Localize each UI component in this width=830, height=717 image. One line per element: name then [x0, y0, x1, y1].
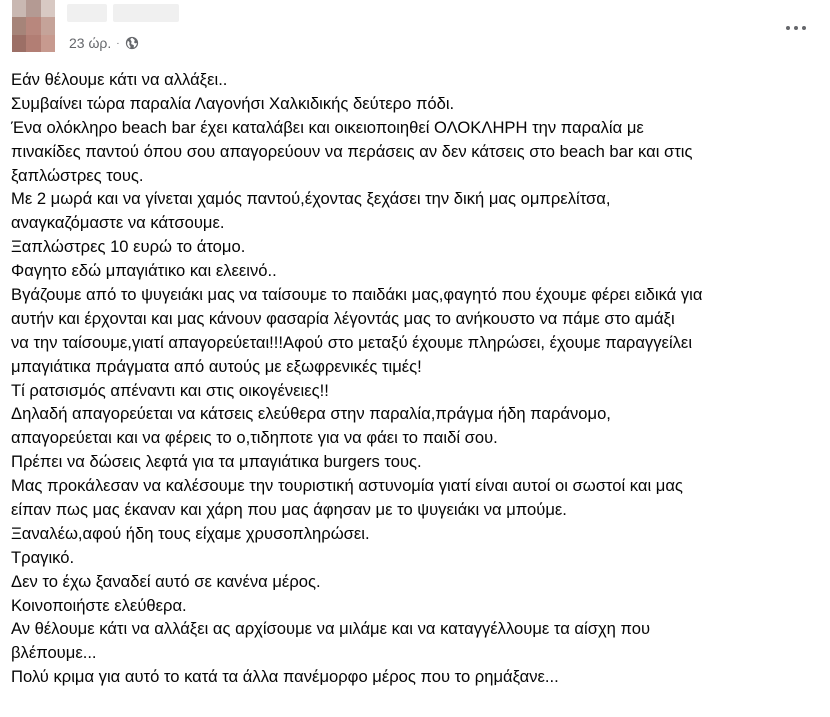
post-text-line: Ξαναλέω,αφού ήδη τους είχαμε χρυσοπληρώσει.: [11, 523, 370, 543]
post-text-line: Δεν το έχω ξαναδεί αυτό σε κανένα μέρος.: [11, 571, 321, 591]
avatar[interactable]: [12, 0, 55, 52]
post-text-line: πινακίδες παντού όπου σου απαγορεύουν να περάσεις αν δεν κάτσεις στο beach bar και στις: [11, 141, 693, 161]
post-timestamp[interactable]: 23 ώρ.: [69, 35, 112, 51]
post-text-line: Βγάζουμε από το ψυγειάκι μας να ταίσουμε το παιδάκι μας,φαγητό που έχουμε φέρει ειδικά για: [11, 285, 703, 305]
author-name-redacted[interactable]: [67, 4, 182, 26]
post-text-line: Κοινοποιήστε ελεύθερα.: [11, 595, 187, 615]
meta-separator: ·: [116, 37, 120, 49]
post-text-line: Ξαπλώστρες 10 ευρώ το άτομο.: [11, 237, 246, 257]
post-text-line: αναγκαζόμαστε να κάτσουμε.: [11, 213, 225, 233]
post-meta: [69, 33, 139, 53]
more-horizontal-icon: [786, 26, 790, 30]
post-text-line: Πολύ κριμα για αυτό το κατά τα άλλα πανέμορφο μέρος που το ρημάξανε...: [11, 667, 559, 687]
post-text-line: Τί ρατσισμός απέναντι και στις οικογένειες!!: [11, 380, 329, 400]
post-text-line: Συμβαίνει τώρα παραλία Λαγονήσι Χαλκιδικής δεύτερο πόδι.: [11, 93, 455, 113]
post-header: [0, 0, 830, 60]
post-text-line: Φαγητο εδώ μπαγιάτικο και ελεεινό..: [11, 261, 277, 281]
post-text-line: μπαγιάτικα πράγματα από αυτούς με εξωφρενικές τιμές!: [11, 356, 422, 376]
post-text-line: Μας προκάλεσαν να καλέσουμε την τουριστική αστυνομία γιατί είναι αυτοί οι σωστοί και μας: [11, 476, 683, 496]
post-text-line: να την ταίσουμε,γιατί απαγορεύεται!!!Αφού στο μεταξύ έχουμε πληρώσει, έχουμε παραγγείλει: [11, 332, 693, 352]
post-text-line: Δηλαδή απαγορεύεται να κάτσεις ελεύθερα στην παραλία,πράγμα ήδη παράνομο,: [11, 404, 611, 424]
post-text-line: Πρέπει να δώσεις λεφτά για τα μπαγιάτικα burgers τους.: [11, 452, 422, 472]
globe-icon[interactable]: [125, 36, 139, 50]
post-text-line: ξαπλώστρες τους.: [11, 165, 144, 185]
post-text-line: Τραγικό.: [11, 547, 75, 567]
post-text-line: αυτήν και έρχονται και μας κάνουν φασαρία λέγοντάς μας το ανήκουστο να πάμε στο αμάξι: [11, 308, 675, 328]
post-text-line: απαγορεύεται και να φέρεις το ο,τιδηποτε για να φάει το παιδί σου.: [11, 428, 498, 448]
post-text-line: βλέπουμε...: [11, 643, 97, 663]
post-text-line: Ένα ολόκληρο beach bar έχει καταλάβει και οικειοποιηθεί ΟΛΟΚΛΗΡΗ την παραλία με: [11, 117, 644, 137]
post-text-line: Με 2 μωρά και να γίνεται χαμός παντού,έχοντας ξεχάσει την δική μας ομπρελίτσα,: [11, 189, 611, 209]
more-options-button[interactable]: [781, 17, 811, 39]
post-text-line: είπαν πως μας έκαναν και χάρη που μας άφησαν με το ψυγειάκι να μπούμε.: [11, 500, 567, 520]
post-text-line: Εάν θέλουμε κάτι να αλλάξει..: [11, 70, 228, 89]
post-text-line: Αν θέλουμε κάτι να αλλάξει ας αρχίσουμε να μιλάμε και να καταγγέλλουμε τα αίσχη που: [11, 619, 651, 639]
post-text: [11, 68, 821, 689]
